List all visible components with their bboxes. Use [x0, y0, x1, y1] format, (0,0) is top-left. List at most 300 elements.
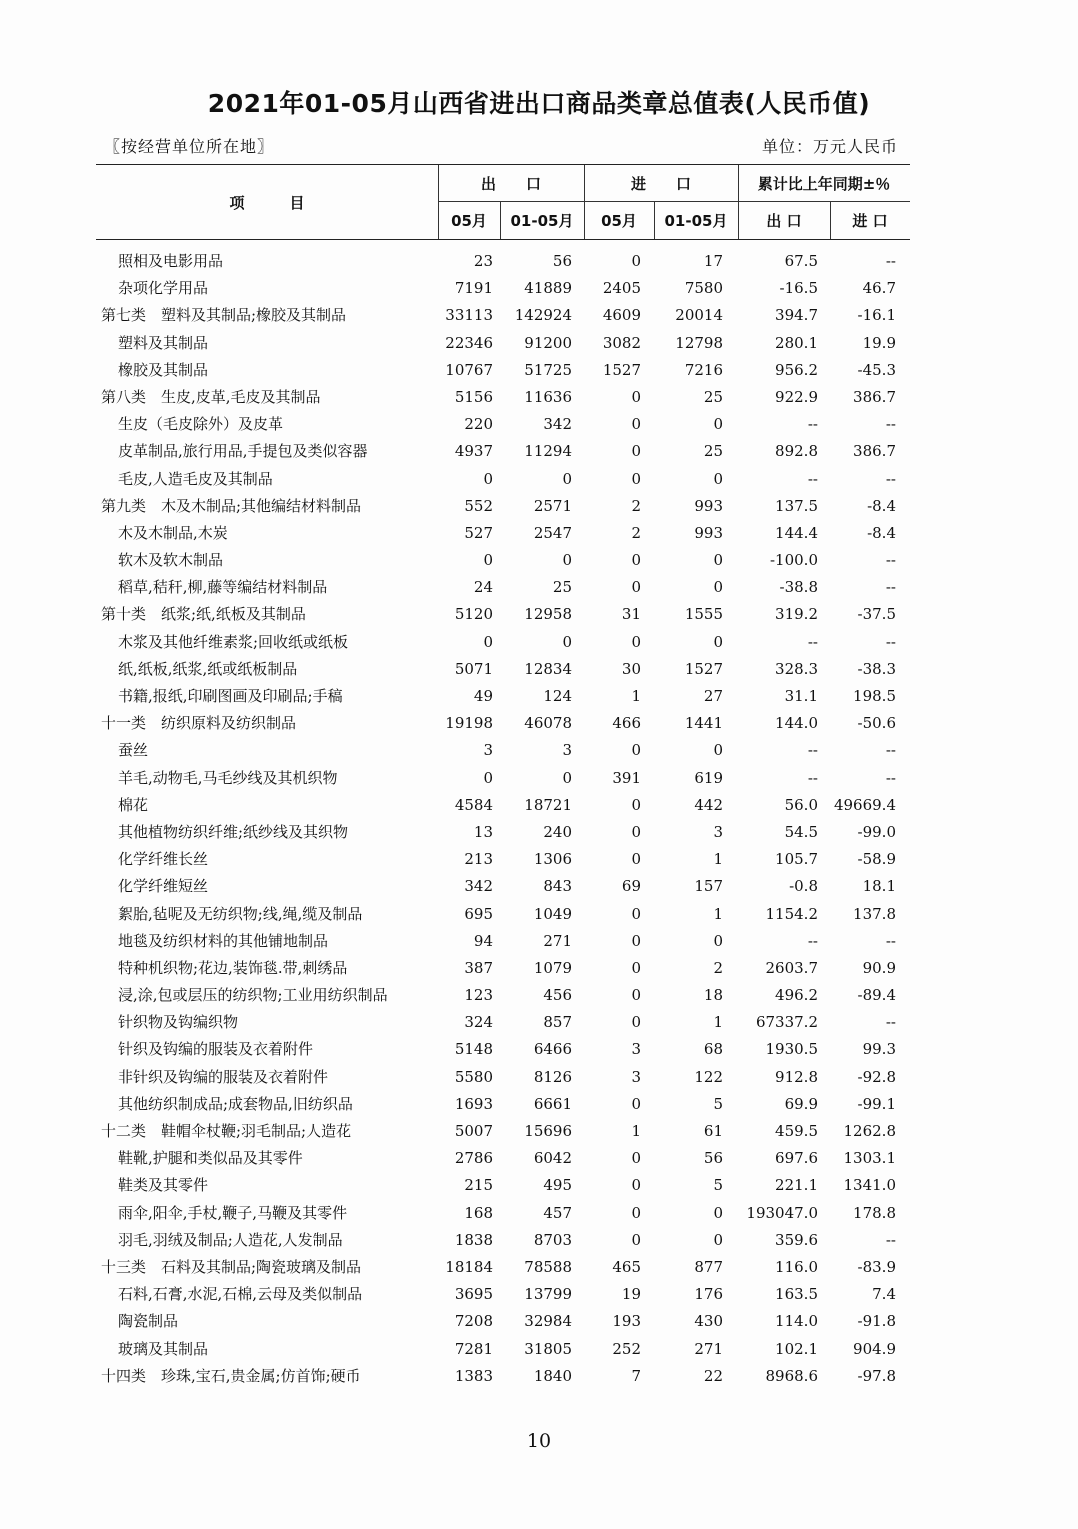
cell-import-jan-may: 5: [713, 1094, 723, 1113]
cell-export-jan-may: 1840: [533, 1366, 572, 1385]
cell-change-export: 359.6: [775, 1230, 818, 1249]
cell-export-may: 0: [483, 632, 493, 651]
cell-export-jan-may: 0: [562, 551, 572, 570]
page-title: 2021年01-05月山西省进出口商品类章总值表(人民币值): [207, 89, 871, 118]
cell-change-export: 2603.7: [765, 958, 818, 977]
cell-export-jan-may: 0: [562, 768, 572, 787]
cell-import-jan-may: 0: [713, 741, 723, 760]
cell-import-may: 0: [631, 1149, 641, 1168]
cell-export-may: 10767: [445, 360, 493, 379]
cell-change-import: 18.1: [862, 877, 896, 896]
cell-import-jan-may: 0: [713, 1230, 723, 1249]
cell-change-export: 193047.0: [746, 1203, 818, 1222]
cell-export-may: 5120: [454, 605, 493, 624]
cell-export-may: 1383: [454, 1366, 493, 1385]
table-row: [96, 248, 910, 275]
cell-change-import: --: [885, 931, 896, 950]
cell-export-may: 33113: [445, 306, 493, 325]
cell-import-jan-may: 442: [694, 795, 723, 814]
cell-import-jan-may: 61: [703, 1122, 723, 1140]
cell-export-may: 213: [464, 850, 493, 869]
cell-export-may: 23: [473, 252, 493, 270]
cell-import-may: 2: [631, 523, 641, 542]
cell-import-jan-may: 0: [713, 551, 723, 570]
row-item-name: 化学纤维长丝: [118, 850, 209, 869]
cell-import-jan-may: 0: [713, 1203, 723, 1222]
header-divider: [738, 165, 739, 239]
cell-export-may: 13: [473, 822, 493, 841]
cell-import-may: 465: [612, 1257, 641, 1276]
cell-change-import: -92.8: [857, 1067, 896, 1086]
cell-change-import: -50.6: [857, 714, 896, 733]
cell-import-jan-may: 1527: [684, 659, 723, 678]
cell-change-export: 328.3: [775, 659, 818, 678]
header-export-jan-may: 01-05月: [510, 211, 574, 230]
cell-change-import: -16.1: [857, 306, 896, 325]
row-item-name: 软木及软木制品: [118, 551, 224, 570]
cell-change-import: --: [885, 252, 896, 270]
cell-import-jan-may: 0: [713, 931, 723, 950]
cell-change-import: -97.8: [857, 1366, 896, 1385]
header-import-jan-may: 01-05月: [664, 211, 728, 230]
cell-import-jan-may: 18: [703, 986, 723, 1005]
cell-import-may: 0: [631, 850, 641, 869]
cell-export-jan-may: 1306: [533, 850, 572, 869]
cell-export-may: 387: [464, 958, 493, 977]
row-item-name: 鞋靴,护腿和类似品及其零件: [118, 1149, 303, 1168]
cell-export-jan-may: 91200: [524, 333, 572, 352]
cell-export-jan-may: 12834: [524, 659, 572, 678]
cell-export-may: 0: [483, 469, 493, 488]
cell-change-export: 105.7: [775, 850, 818, 869]
cell-import-jan-may: 993: [694, 523, 723, 542]
table-row: [96, 520, 910, 547]
cell-change-export: --: [807, 469, 818, 488]
cell-export-jan-may: 271: [543, 931, 572, 950]
cell-change-export: 912.8: [775, 1067, 818, 1086]
header-divider: [438, 201, 910, 202]
cell-export-jan-may: 8703: [533, 1230, 572, 1249]
row-item-name: 皮革制品,旅行用品,手提包及类似容器: [118, 442, 368, 461]
location-basis: 〖按经营单位所在地〗: [104, 137, 275, 156]
cell-import-jan-may: 27: [703, 687, 723, 705]
cell-import-jan-may: 877: [694, 1257, 723, 1276]
cell-change-import: -8.4: [867, 523, 896, 542]
cell-export-jan-may: 456: [543, 986, 572, 1005]
cell-import-may: 466: [612, 714, 641, 733]
row-item-name: 针织及钩编的服装及衣着附件: [118, 1040, 314, 1059]
cell-export-jan-may: 11636: [524, 387, 572, 406]
header-divider: [438, 165, 439, 239]
cell-import-may: 0: [631, 578, 641, 597]
cell-change-import: -99.1: [857, 1094, 896, 1113]
unit-label: 单位：万元人民币: [761, 137, 898, 156]
cell-change-export: 144.4: [775, 523, 818, 542]
cell-import-jan-may: 1: [713, 850, 723, 869]
cell-export-jan-may: 457: [543, 1203, 572, 1222]
cell-import-may: 3: [631, 1040, 641, 1059]
cell-change-export: 221.1: [775, 1176, 818, 1195]
table-row: [96, 411, 910, 438]
cell-change-import: -38.3: [857, 659, 896, 678]
header-export: 出 口: [480, 174, 541, 193]
cell-import-jan-may: 176: [694, 1285, 723, 1304]
header-export-may: 05月: [451, 211, 487, 230]
cell-export-may: 7281: [454, 1339, 493, 1358]
cell-change-import: -89.4: [857, 986, 896, 1005]
table-row: [96, 901, 910, 928]
cell-import-may: 0: [631, 1094, 641, 1113]
cell-export-jan-may: 13799: [524, 1285, 572, 1304]
cell-export-jan-may: 12958: [524, 605, 572, 624]
cell-change-export: 8968.6: [765, 1366, 818, 1385]
table-row: [96, 846, 910, 873]
table-row: [96, 819, 910, 846]
cell-import-jan-may: 1: [713, 904, 723, 923]
cell-import-jan-may: 7580: [684, 279, 723, 298]
cell-export-jan-may: 142924: [514, 306, 572, 325]
cell-change-export: 697.6: [775, 1149, 818, 1168]
cell-export-jan-may: 1049: [533, 904, 572, 923]
cell-import-may: 2405: [602, 279, 641, 298]
row-item-name: 化学纤维短丝: [118, 877, 209, 896]
cell-change-export: -16.5: [779, 279, 818, 298]
cell-export-jan-may: 240: [543, 822, 572, 841]
table-header: [96, 164, 910, 240]
cell-export-jan-may: 857: [543, 1013, 572, 1032]
cell-export-may: 18184: [445, 1257, 493, 1276]
cell-export-jan-may: 32984: [524, 1312, 572, 1331]
row-item-name: 十二类 鞋帽伞杖鞭;羽毛制品;人造花: [101, 1122, 352, 1140]
header-item: 项 目: [229, 193, 305, 212]
category-row: [96, 384, 910, 411]
category-row: [96, 710, 910, 737]
cell-change-export: 56.0: [784, 795, 818, 814]
table-row: [96, 1308, 910, 1335]
cell-export-may: 220: [464, 415, 493, 434]
cell-export-jan-may: 56: [552, 252, 572, 270]
cell-import-jan-may: 122: [694, 1067, 723, 1086]
cell-export-jan-may: 2547: [533, 523, 572, 542]
table-row: [96, 1064, 910, 1091]
table-row: [96, 982, 910, 1009]
cell-import-jan-may: 430: [694, 1312, 723, 1331]
cell-change-import: -45.3: [857, 360, 896, 379]
cell-change-import: 386.7: [853, 387, 896, 406]
header-change-export: 出 口: [766, 211, 802, 230]
row-item-name: 木浆及其他纤维素浆;回收纸或纸板: [118, 632, 349, 651]
row-item-name: 特种机织物;花边,装饰毯.带,刺绣品: [118, 958, 348, 977]
cell-export-jan-may: 8126: [533, 1067, 572, 1086]
cell-import-jan-may: 0: [713, 469, 723, 488]
table-row: [96, 1281, 910, 1308]
cell-import-may: 0: [631, 469, 641, 488]
cell-export-may: 2786: [454, 1149, 493, 1168]
cell-import-may: 0: [631, 442, 641, 461]
cell-change-import: -91.8: [857, 1312, 896, 1331]
cell-import-jan-may: 1555: [684, 605, 723, 624]
cell-import-may: 0: [631, 252, 641, 270]
header-import-may: 05月: [601, 211, 637, 230]
cell-export-jan-may: 31805: [524, 1339, 572, 1358]
cell-import-jan-may: 0: [713, 415, 723, 434]
cell-import-jan-may: 157: [694, 877, 723, 896]
cell-import-may: 0: [631, 1203, 641, 1222]
table-row: [96, 1227, 910, 1254]
cell-import-jan-may: 0: [713, 632, 723, 651]
cell-import-may: 0: [631, 795, 641, 814]
header-divider: [584, 165, 585, 239]
cell-import-may: 0: [631, 551, 641, 570]
cell-export-jan-may: 342: [543, 415, 572, 434]
cell-import-may: 0: [631, 741, 641, 760]
table-row: [96, 737, 910, 764]
cell-change-export: -0.8: [789, 877, 818, 896]
cell-import-may: 0: [631, 904, 641, 923]
row-item-name: 陶瓷制品: [118, 1312, 179, 1331]
cell-export-may: 324: [464, 1013, 493, 1032]
cell-import-jan-may: 2: [713, 958, 723, 977]
cell-change-import: --: [885, 741, 896, 760]
table-row: [96, 683, 910, 710]
cell-import-may: 4609: [602, 306, 641, 325]
table-row: [96, 765, 910, 792]
cell-export-jan-may: 46078: [524, 714, 572, 733]
row-item-name: 其他植物纺织纤维;纸纱线及其织物: [118, 822, 349, 841]
table-row: [96, 656, 910, 683]
cell-import-may: 1527: [602, 360, 641, 379]
category-row: [96, 1118, 910, 1145]
cell-export-jan-may: 51725: [524, 360, 572, 379]
cell-change-import: 386.7: [853, 442, 896, 461]
cell-export-may: 5148: [454, 1040, 493, 1059]
row-item-name: 第七类 塑料及其制品;橡胶及其制品: [101, 306, 347, 325]
table-row: [96, 1036, 910, 1063]
cell-import-may: 1: [631, 1122, 641, 1140]
cell-change-import: -37.5: [857, 605, 896, 624]
cell-change-export: 394.7: [775, 306, 818, 325]
row-item-name: 石料,石膏,水泥,石棉,云母及类似制品: [118, 1285, 363, 1304]
cell-import-may: 0: [631, 1176, 641, 1195]
table-row: [96, 1009, 910, 1036]
cell-change-import: --: [885, 768, 896, 787]
row-item-name: 纸,纸板,纸浆,纸或纸板制品: [118, 659, 298, 678]
cell-export-may: 24: [473, 578, 493, 597]
cell-change-export: 137.5: [775, 496, 818, 515]
cell-export-may: 22346: [445, 333, 493, 352]
cell-import-jan-may: 5: [713, 1176, 723, 1195]
cell-export-jan-may: 6466: [533, 1040, 572, 1059]
cell-change-export: 67337.2: [755, 1013, 818, 1032]
row-item-name: 杂项化学用品: [118, 279, 209, 298]
cell-change-import: 1303.1: [843, 1149, 896, 1168]
cell-change-import: 178.8: [853, 1203, 896, 1222]
cell-change-import: 46.7: [862, 279, 896, 298]
cell-change-export: -100.0: [769, 551, 818, 570]
cell-export-jan-may: 0: [562, 469, 572, 488]
cell-import-jan-may: 271: [694, 1339, 723, 1358]
header-import: 进 口: [630, 174, 691, 193]
cell-change-import: -58.9: [857, 850, 896, 869]
cell-import-may: 0: [631, 632, 641, 651]
cell-change-import: 99.3: [862, 1040, 896, 1059]
cell-export-jan-may: 1079: [533, 958, 572, 977]
table-row: [96, 629, 910, 656]
cell-change-export: 496.2: [775, 986, 818, 1005]
cell-export-jan-may: 6661: [533, 1094, 572, 1113]
cell-export-may: 49: [473, 687, 493, 705]
cell-import-may: 0: [631, 931, 641, 950]
category-row: [96, 1363, 910, 1390]
cell-change-export: --: [807, 632, 818, 651]
cell-import-may: 0: [631, 958, 641, 977]
cell-change-export: 54.5: [784, 822, 818, 841]
cell-import-jan-may: 619: [694, 768, 723, 787]
header-divider: [830, 201, 831, 239]
cell-change-export: 280.1: [775, 333, 818, 352]
cell-import-jan-may: 0: [713, 578, 723, 597]
cell-export-jan-may: 843: [543, 877, 572, 896]
cell-change-import: 1341.0: [843, 1176, 896, 1195]
cell-import-may: 0: [631, 415, 641, 434]
row-item-name: 羽毛,羽绒及制品;人造花,人发制品: [118, 1230, 343, 1249]
cell-export-jan-may: 124: [543, 687, 572, 705]
category-row: [96, 1254, 910, 1281]
row-item-name: 鞋类及其零件: [118, 1176, 209, 1195]
cell-change-import: 49669.4: [833, 795, 896, 814]
cell-import-may: 0: [631, 1230, 641, 1249]
cell-change-import: --: [885, 469, 896, 488]
cell-import-may: 252: [612, 1339, 641, 1358]
cell-change-import: 19.9: [862, 333, 896, 352]
cell-export-may: 215: [464, 1176, 493, 1195]
cell-export-may: 4584: [454, 795, 493, 814]
cell-export-jan-may: 3: [562, 741, 572, 760]
cell-change-export: 31.1: [784, 687, 818, 705]
cell-import-may: 69: [621, 877, 641, 896]
row-item-name: 第十类 纸浆;纸,纸板及其制品: [101, 605, 306, 624]
cell-import-jan-may: 7216: [684, 360, 723, 379]
cell-export-may: 342: [464, 877, 493, 896]
cell-export-may: 552: [464, 496, 493, 515]
cell-change-export: 319.2: [775, 605, 818, 624]
row-item-name: 十一类 纺织原料及纺织制品: [101, 714, 297, 733]
cell-change-import: 7.4: [872, 1285, 896, 1304]
table-row: [96, 275, 910, 302]
row-item-name: 橡胶及其制品: [118, 360, 209, 379]
cell-change-export: --: [807, 741, 818, 760]
table-row: [96, 1145, 910, 1172]
cell-change-import: --: [885, 632, 896, 651]
cell-import-jan-may: 20014: [675, 306, 723, 325]
cell-export-jan-may: 11294: [524, 442, 572, 461]
cell-import-jan-may: 17: [703, 252, 723, 270]
cell-import-jan-may: 12798: [675, 333, 723, 352]
cell-change-import: --: [885, 551, 896, 570]
cell-import-may: 391: [612, 768, 641, 787]
page-number: 10: [526, 1430, 552, 1452]
table-row: [96, 1172, 910, 1199]
cell-export-may: 168: [464, 1203, 493, 1222]
cell-change-import: 198.5: [853, 687, 896, 705]
cell-export-may: 19198: [445, 714, 493, 733]
cell-change-export: --: [807, 931, 818, 950]
cell-change-export: --: [807, 415, 818, 434]
row-item-name: 玻璃及其制品: [118, 1339, 209, 1358]
cell-export-may: 5580: [454, 1067, 493, 1086]
cell-import-may: 1: [631, 687, 641, 705]
row-item-name: 木及木制品,木炭: [118, 523, 228, 542]
table-row: [96, 330, 910, 357]
table-row: [96, 1200, 910, 1227]
header-change: 累计比上年同期±％: [757, 174, 891, 193]
cell-import-may: 0: [631, 387, 641, 406]
cell-import-jan-may: 68: [703, 1040, 723, 1059]
cell-import-may: 0: [631, 986, 641, 1005]
cell-change-import: --: [885, 1013, 896, 1032]
row-item-name: 地毯及纺织材料的其他铺地制品: [118, 931, 329, 950]
cell-import-jan-may: 56: [703, 1149, 723, 1168]
row-item-name: 十四类 珍珠,宝石,贵金属;仿首饰;硬币: [101, 1366, 361, 1385]
cell-change-export: 459.5: [775, 1122, 818, 1140]
category-row: [96, 302, 910, 329]
cell-import-may: 3082: [602, 333, 641, 352]
category-row: [96, 601, 910, 628]
cell-change-export: 116.0: [775, 1257, 818, 1276]
cell-export-may: 4937: [454, 442, 493, 461]
table-row: [96, 955, 910, 982]
row-item-name: 雨伞,阳伞,手杖,鞭子,马鞭及其零件: [118, 1203, 348, 1222]
cell-export-may: 94: [473, 931, 493, 950]
cell-export-may: 527: [464, 523, 493, 542]
cell-import-jan-may: 3: [713, 822, 723, 841]
cell-change-export: -38.8: [779, 578, 818, 597]
cell-export-may: 5156: [454, 387, 493, 406]
cell-import-jan-may: 1441: [684, 714, 723, 733]
cell-export-jan-may: 41889: [524, 279, 572, 298]
header-divider: [654, 201, 655, 239]
cell-export-jan-may: 25: [552, 578, 572, 597]
cell-import-may: 30: [621, 659, 641, 678]
table-row: [96, 574, 910, 601]
cell-export-jan-may: 2571: [533, 496, 572, 515]
row-item-name: 絮胎,毡呢及无纺织物;线,绳,缆及制品: [118, 904, 363, 923]
row-item-name: 塑料及其制品: [118, 333, 209, 352]
cell-change-export: 69.9: [784, 1094, 818, 1113]
cell-export-may: 123: [464, 986, 493, 1005]
row-item-name: 非针织及钩编的服装及衣着附件: [118, 1067, 329, 1086]
header-divider: [500, 201, 501, 239]
cell-export-jan-may: 18721: [524, 795, 572, 814]
cell-change-import: --: [885, 415, 896, 434]
table-row: [96, 873, 910, 900]
cell-export-may: 7191: [454, 279, 493, 298]
cell-import-may: 7: [631, 1366, 641, 1385]
cell-import-jan-may: 22: [703, 1366, 723, 1385]
row-item-name: 生皮（毛皮除外）及皮革: [118, 415, 284, 434]
cell-import-may: 19: [621, 1285, 641, 1304]
cell-export-may: 0: [483, 551, 493, 570]
row-item-name: 照相及电影用品: [118, 252, 224, 270]
cell-change-export: 67.5: [784, 252, 818, 270]
cell-export-may: 1838: [454, 1230, 493, 1249]
cell-export-may: 695: [464, 904, 493, 923]
cell-export-may: 5071: [454, 659, 493, 678]
row-item-name: 稻草,秸秆,柳,藤等编结材料制品: [118, 578, 328, 597]
table-row: [96, 1091, 910, 1118]
cell-change-export: 102.1: [775, 1339, 818, 1358]
cell-export-may: 7208: [454, 1312, 493, 1331]
